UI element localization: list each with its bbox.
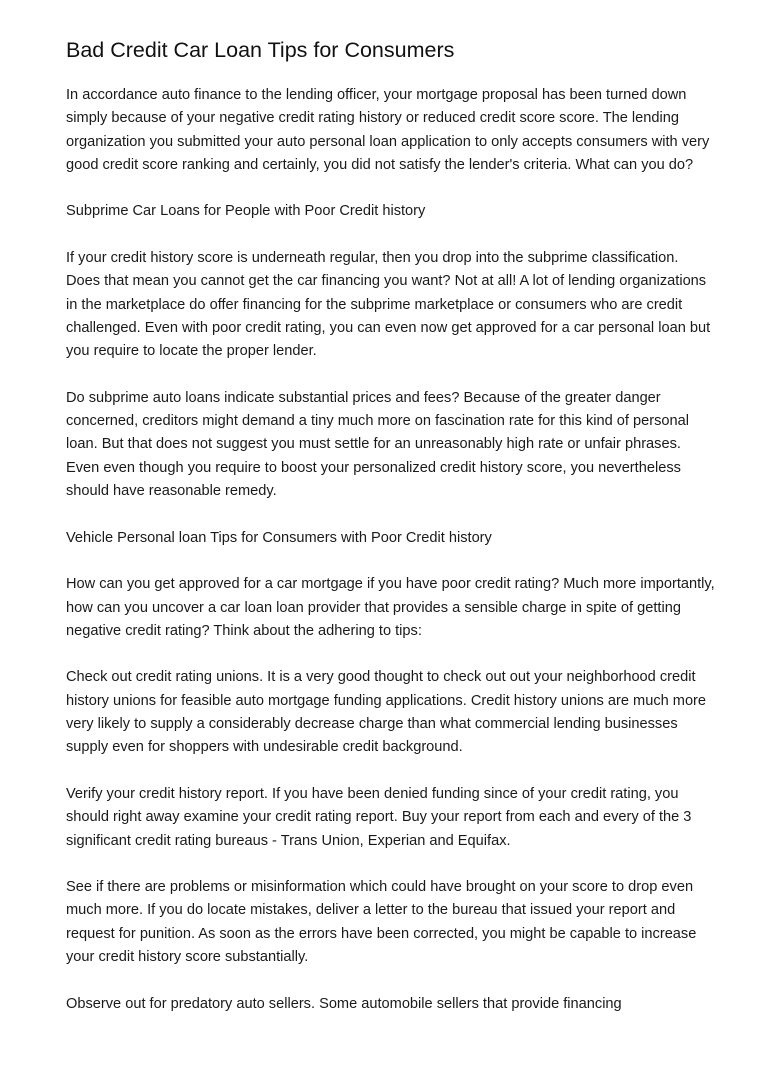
paragraph-predatory-sellers: Observe out for predatory auto sellers. Some automobile sellers that provide financing <box>66 995 622 1012</box>
paragraph-verify-report: Verify your credit history report. If you have been denied funding since of your credit rating, you should right away examine your credit rating report. Buy your report from each and every of the 3 significant credit rating bureaus - Trans Union, Experian and Equifax. <box>66 785 692 849</box>
paragraph-intro: In accordance auto finance to the lending officer, your mortgage proposal has been turned down simply because of your negative credit rating history or reduced credit score score. The lending organization you submitted your auto personal loan application to only accepts consumers with very good credit score ranking and certainly, you did not satisfy the lender's criteria. What can you do? <box>66 87 710 173</box>
paragraph-tips-intro: How can you get approved for a car mortgage if you have poor credit rating? Much more importantly, how can you uncover a car loan loan provider that provides a sensible charge in spite of getting negative credit rating? Think about the adhering to tips: <box>66 576 715 639</box>
section-heading-subprime: Subprime Car Loans for People with Poor Credit history <box>66 203 426 220</box>
paragraph-fix-errors: See if there are problems or misinformation which could have brought on your score to drop even much more. If you do locate mistakes, deliver a letter to the bureau that issued your report and request for punition. As soon as the errors have been corrected, you might be capable to increase your credit history score substantially. <box>66 879 697 965</box>
section-heading-tips: Vehicle Personal loan Tips for Consumers with Poor Credit history <box>66 529 492 546</box>
paragraph-subprime-classification: If your credit history score is underneath regular, then you drop into the subprime classification. Does that mean you cannot get the car financing you want? Not at all! A lot of lending organizations in the marketplace do offer financing for the subprime marketplace or consumers who are credit challenged. Even with poor credit rating, you can even now get approved for a car personal loan but you require to locate the proper lender. <box>66 250 711 360</box>
paragraph-credit-unions: Check out credit rating unions. It is a very good thought to check out out your neighborhood credit history unions for feasible auto mortgage funding applications. Credit history unions are much more very likely to supply a considerably decrease charge than what commercial lending businesses supply even for shoppers with undesirable credit background. <box>66 669 707 756</box>
paragraph-subprime-fees: Do subprime auto loans indicate substantial prices and fees? Because of the greater danger concerned, creditors might demand a tiny much more on fascination rate for this kind of personal loan. But that does not suggest you must settle for an unreasonably high rate or unfair phrases. Even even though you require to boost your personalized credit history score, you nevertheless should have reasonable remedy. <box>66 389 689 500</box>
document-page <box>66 36 716 1039</box>
document-title: Bad Credit Car Loan Tips for Consumers <box>66 38 455 62</box>
